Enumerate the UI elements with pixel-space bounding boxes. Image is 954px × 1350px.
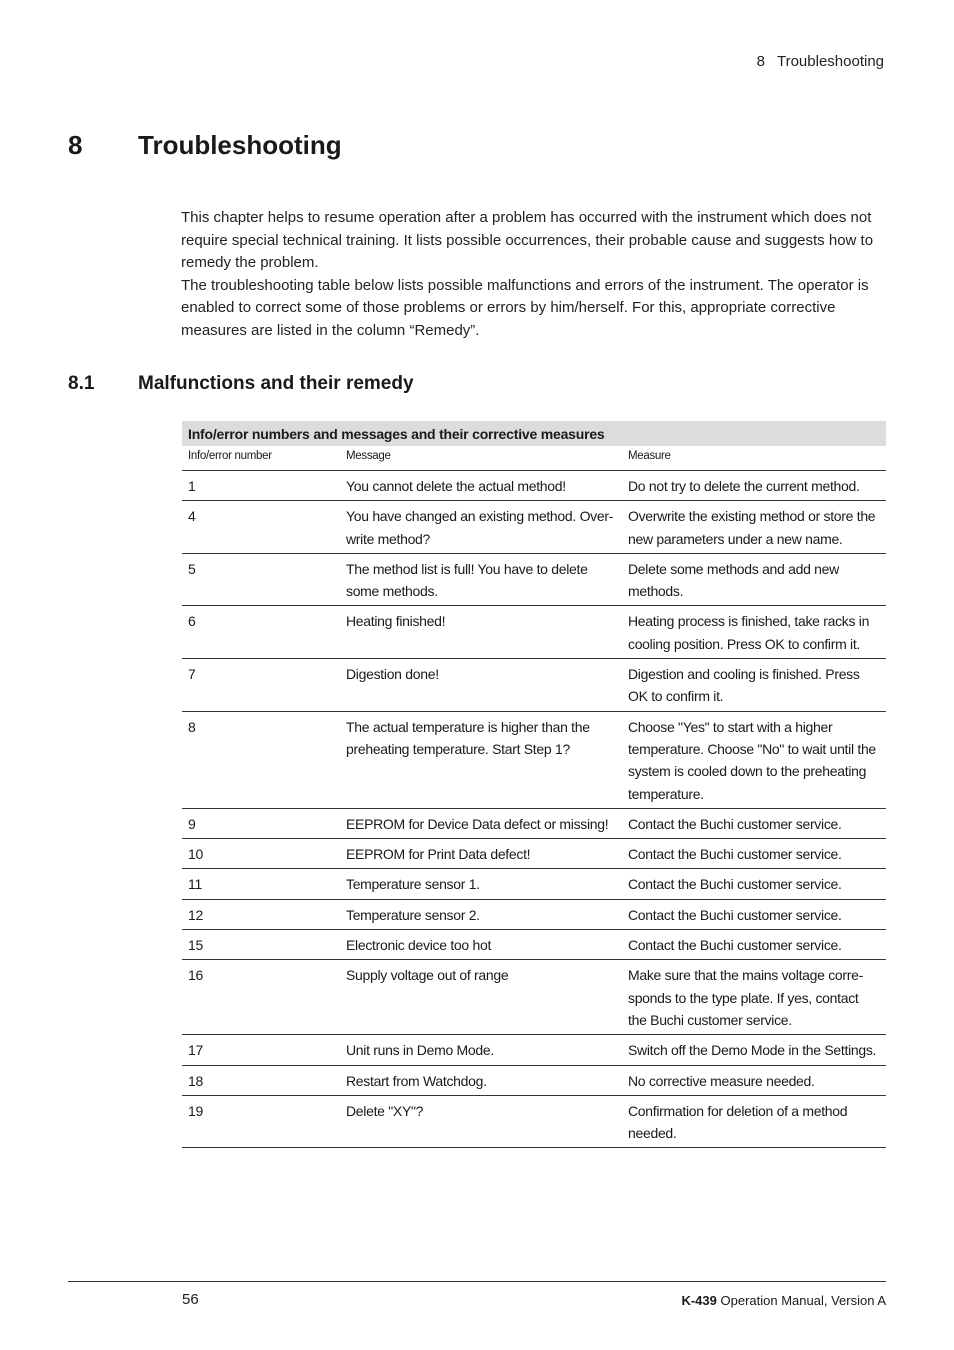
table-caption: Info/error numbers and messages and their corrective measures [182,421,886,446]
error-measure: Contact the Buchi customer service. [622,899,886,929]
error-message: Temperature sensor 1. [340,869,622,899]
error-number: 12 [182,899,340,929]
intro-paragraph-2: The troubleshooting table below lists possible malfunctions and errors of the instrument. The operator is enabled to correct some of those problems or errors by him/herself. For this, appropriate corrective measures are listed in the column “Remedy”. [181,276,869,339]
error-measure: Heating process is finished, take racks in cooling position. Press OK to confirm it. [622,606,886,659]
error-number: 4 [182,501,340,554]
error-message: Supply voltage out of range [340,960,622,1035]
page-number: 56 [182,1291,199,1308]
running-header-chapter-number: 8 [756,53,765,70]
error-measure: Overwrite the existing method or store the new parameters under a new name. [622,501,886,554]
footer-product: K-439 [681,1293,717,1308]
error-number: 7 [182,659,340,712]
error-measure: Delete some methods and add new methods. [622,553,886,606]
intro-paragraph-1: This chapter helps to resume operation after a problem has occurred with the instrument which does not require special technical training. It lists possible occurrences, their probable cause and suggests how to remedy the problem. [181,209,874,271]
column-header-message: Message [340,446,622,471]
error-measure: Contact the Buchi customer service. [622,839,886,869]
footer-document-title [681,1293,886,1308]
error-measure: No corrective measure needed. [622,1065,886,1095]
error-message: EEPROM for Device Data defect or missing! [340,808,622,838]
running-header [757,53,884,70]
table-row [182,1035,886,1065]
error-number: 6 [182,606,340,659]
troubleshooting-table [182,421,886,1148]
running-header-chapter-name: Troubleshooting [776,53,884,70]
table-row [182,899,886,929]
error-measure: Contact the Buchi customer service. [622,869,886,899]
column-header-number: Info/error number [182,446,340,471]
error-message: Unit runs in Demo Mode. [340,1035,622,1065]
error-message: Heating finished! [340,606,622,659]
error-number: 19 [182,1095,340,1148]
chapter-number: 8 [68,130,83,160]
table-row [182,711,886,808]
error-measure: Contact the Buchi customer service. [622,808,886,838]
error-number: 5 [182,553,340,606]
footer-rule [68,1281,886,1282]
table-row [182,1065,886,1095]
error-message: Digestion done! [340,659,622,712]
error-measure: Contact the Buchi customer service. [622,930,886,960]
table-row [182,1095,886,1148]
table-body [182,471,886,1148]
error-message: Delete "XY"? [340,1095,622,1148]
error-message: EEPROM for Print Data defect! [340,839,622,869]
error-number: 1 [182,471,340,501]
table-header-row [182,446,886,471]
error-number: 9 [182,808,340,838]
error-measure: Choose "Yes" to start with a higher temperature. Choose "No" to wait until the system is cooled down to the preheating temperature. [622,711,886,808]
column-header-measure: Measure [622,446,886,471]
table-row [182,471,886,501]
error-measure: Digestion and cooling is finished. Press OK to confirm it. [622,659,886,712]
table-row [182,960,886,1035]
error-measure: Make sure that the mains voltage corre-sponds to the type plate. If yes, contact the Buchi customer service. [622,960,886,1035]
error-number: 11 [182,869,340,899]
footer-doc-title: Operation Manual, Version A [716,1293,886,1308]
error-number: 18 [182,1065,340,1095]
error-message: The method list is full! You have to delete some methods. [340,553,622,606]
section-title-text: Malfunctions and their remedy [138,373,414,394]
error-number: 17 [182,1035,340,1065]
error-message: Electronic device too hot [340,930,622,960]
error-measure: Do not try to delete the current method. [622,471,886,501]
error-number: 16 [182,960,340,1035]
table-row [182,501,886,554]
table-row [182,808,886,838]
table-row [182,659,886,712]
section-title [68,373,414,395]
table-row [182,930,886,960]
error-message: The actual temperature is higher than the preheating temperature. Start Step 1? [340,711,622,808]
error-number: 10 [182,839,340,869]
table-row [182,839,886,869]
table-row [182,869,886,899]
error-message: You cannot delete the actual method! [340,471,622,501]
table-row [182,606,886,659]
error-measure: Confirmation for deletion of a method needed. [622,1095,886,1148]
error-message: Restart from Watchdog. [340,1065,622,1095]
error-message: You have changed an existing method. Over-write method? [340,501,622,554]
error-measure: Switch off the Demo Mode in the Settings. [622,1035,886,1065]
error-number: 8 [182,711,340,808]
error-table [182,446,886,1148]
chapter-title-text: Troubleshooting [138,130,342,160]
chapter-title [68,130,342,161]
error-message: Temperature sensor 2. [340,899,622,929]
error-number: 15 [182,930,340,960]
intro-text [181,207,886,342]
table-row [182,553,886,606]
section-number: 8.1 [68,373,95,394]
